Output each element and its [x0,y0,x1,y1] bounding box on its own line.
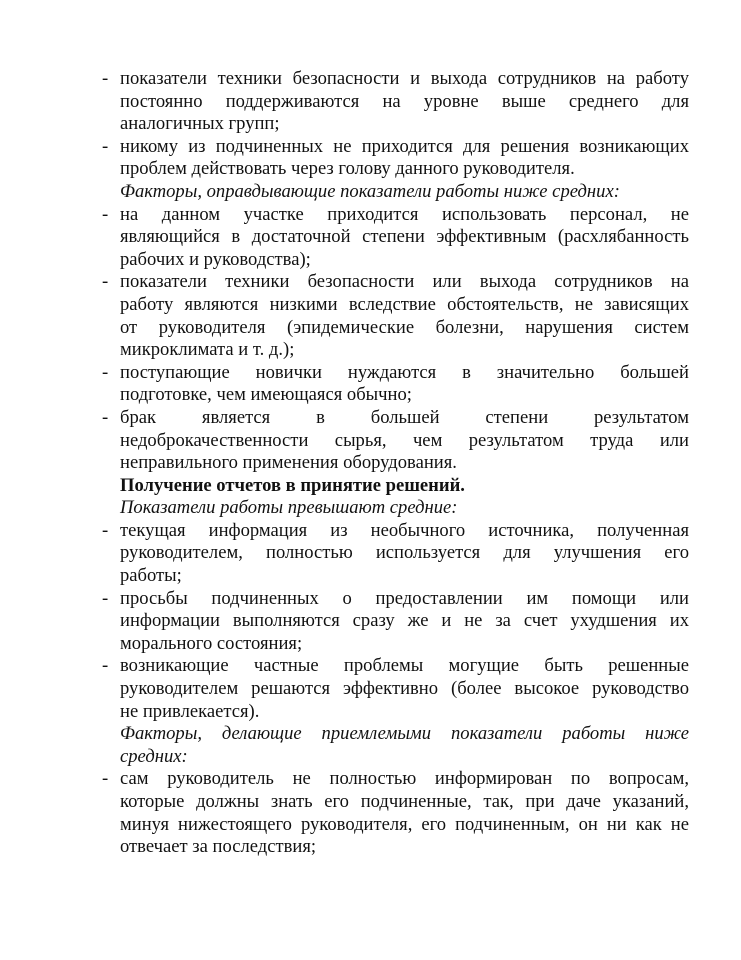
text-line [0,814,741,837]
line-text: информации выполняются сразу же и не за счет ухудшения их [120,610,689,632]
list-item-line [0,362,741,385]
list-item-line [0,407,741,430]
subheading-line [0,497,741,520]
document-page [0,68,741,859]
line-text: сам руководитель не полностью информирован по вопросам, [120,768,689,790]
line-text: работу являются низкими вследствие обстоятельств, не зависящих [120,293,689,315]
text-line [0,384,741,407]
bullet-dash: - [102,271,109,293]
line-text: подготовке, чем имеющаяся обычно; [120,384,412,406]
bullet-dash: - [102,519,109,541]
list-item-line [0,655,741,678]
line-text: от руководителя (эпидемические болезни, нарушения систем [120,316,689,338]
line-text: никому из подчиненных не приходится для решения возникающих [120,135,689,157]
line-text: брак является в большей степени результатом [120,406,689,428]
text-line [0,678,741,701]
text-line [0,701,741,724]
line-text: аналогичных групп; [120,113,280,135]
text-line [0,113,741,136]
line-text: рабочих и руководства); [120,248,311,270]
line-text: недоброкачественности сырья, чем результатом труда или [120,429,689,451]
list-item-line [0,520,741,543]
text-line [0,430,741,453]
text-line [0,542,741,565]
bullet-dash: - [102,587,109,609]
line-text: средних: [120,745,188,767]
text-line [0,339,741,362]
line-text: работы; [120,565,182,587]
line-text: отвечает за последствия; [120,836,317,858]
subheading-line [0,746,741,769]
line-text: возникающие частные проблемы могущие быть решенные [120,655,689,677]
text-line [0,610,741,633]
line-text: текущая информация из необычного источника, полученная [120,519,689,541]
line-text: морального состояния; [120,632,303,654]
bullet-dash: - [102,655,109,677]
line-text: которые должны знать его подчиненные, так, при даче указаний, [120,791,689,812]
text-line [0,226,741,249]
section-heading [0,475,741,498]
line-text: проблем действовать через голову данного руководителя. [120,158,575,180]
line-text: являющийся в достаточной степени эффективным (расхлябанность [120,226,689,248]
line-text: неправильного применения оборудования. [120,452,457,474]
text-line [0,294,741,317]
subheading-line [0,181,741,204]
line-text: показатели техники безопасности и выхода сотрудников на работу [120,68,689,89]
list-item-line [0,68,741,91]
line-text: руководителем решаются эффективно (более высокое руководство [120,678,689,700]
list-item-line [0,768,741,791]
text-line [0,633,741,656]
line-text: руководителем, полностью используется для улучшения его [120,542,689,564]
line-text: на данном участке приходится использовать персонал, не [120,203,689,225]
list-item-line [0,271,741,294]
text-line [0,791,741,814]
bullet-dash: - [102,406,109,428]
text-line [0,317,741,340]
line-text: Факторы, оправдывающие показатели работы ниже средних: [120,180,620,202]
line-text: Показатели работы превышают средние: [120,497,458,519]
list-item-line [0,204,741,227]
line-text: постоянно поддерживаются на уровне выше среднего для [120,90,689,112]
line-text: минуя нижестоящего руководителя, его подчиненным, он ни как не [120,813,689,835]
text-line [0,249,741,272]
line-text: показатели техники безопасности или выхода сотрудников на [120,271,689,293]
text-line [0,836,741,859]
bullet-dash: - [102,768,109,790]
list-item-line [0,588,741,611]
subheading-line [0,723,741,746]
bullet-dash: - [102,361,109,383]
line-text: микроклимата и т. д.); [120,339,295,361]
text-line [0,91,741,114]
line-text: Факторы, делающие приемлемыми показатели работы ниже [120,723,689,745]
text-line [0,158,741,181]
line-text: Получение отчетов в принятие решений. [120,474,465,496]
text-line [0,452,741,475]
text-line [0,565,741,588]
line-text: просьбы подчиненных о предоставлении им помощи или [120,587,689,609]
list-item-line [0,136,741,159]
bullet-dash: - [102,203,109,225]
line-text: не привлекается). [120,700,260,722]
bullet-dash: - [102,68,109,89]
bullet-dash: - [102,135,109,157]
line-text: поступающие новички нуждаются в значительно большей [120,361,689,383]
